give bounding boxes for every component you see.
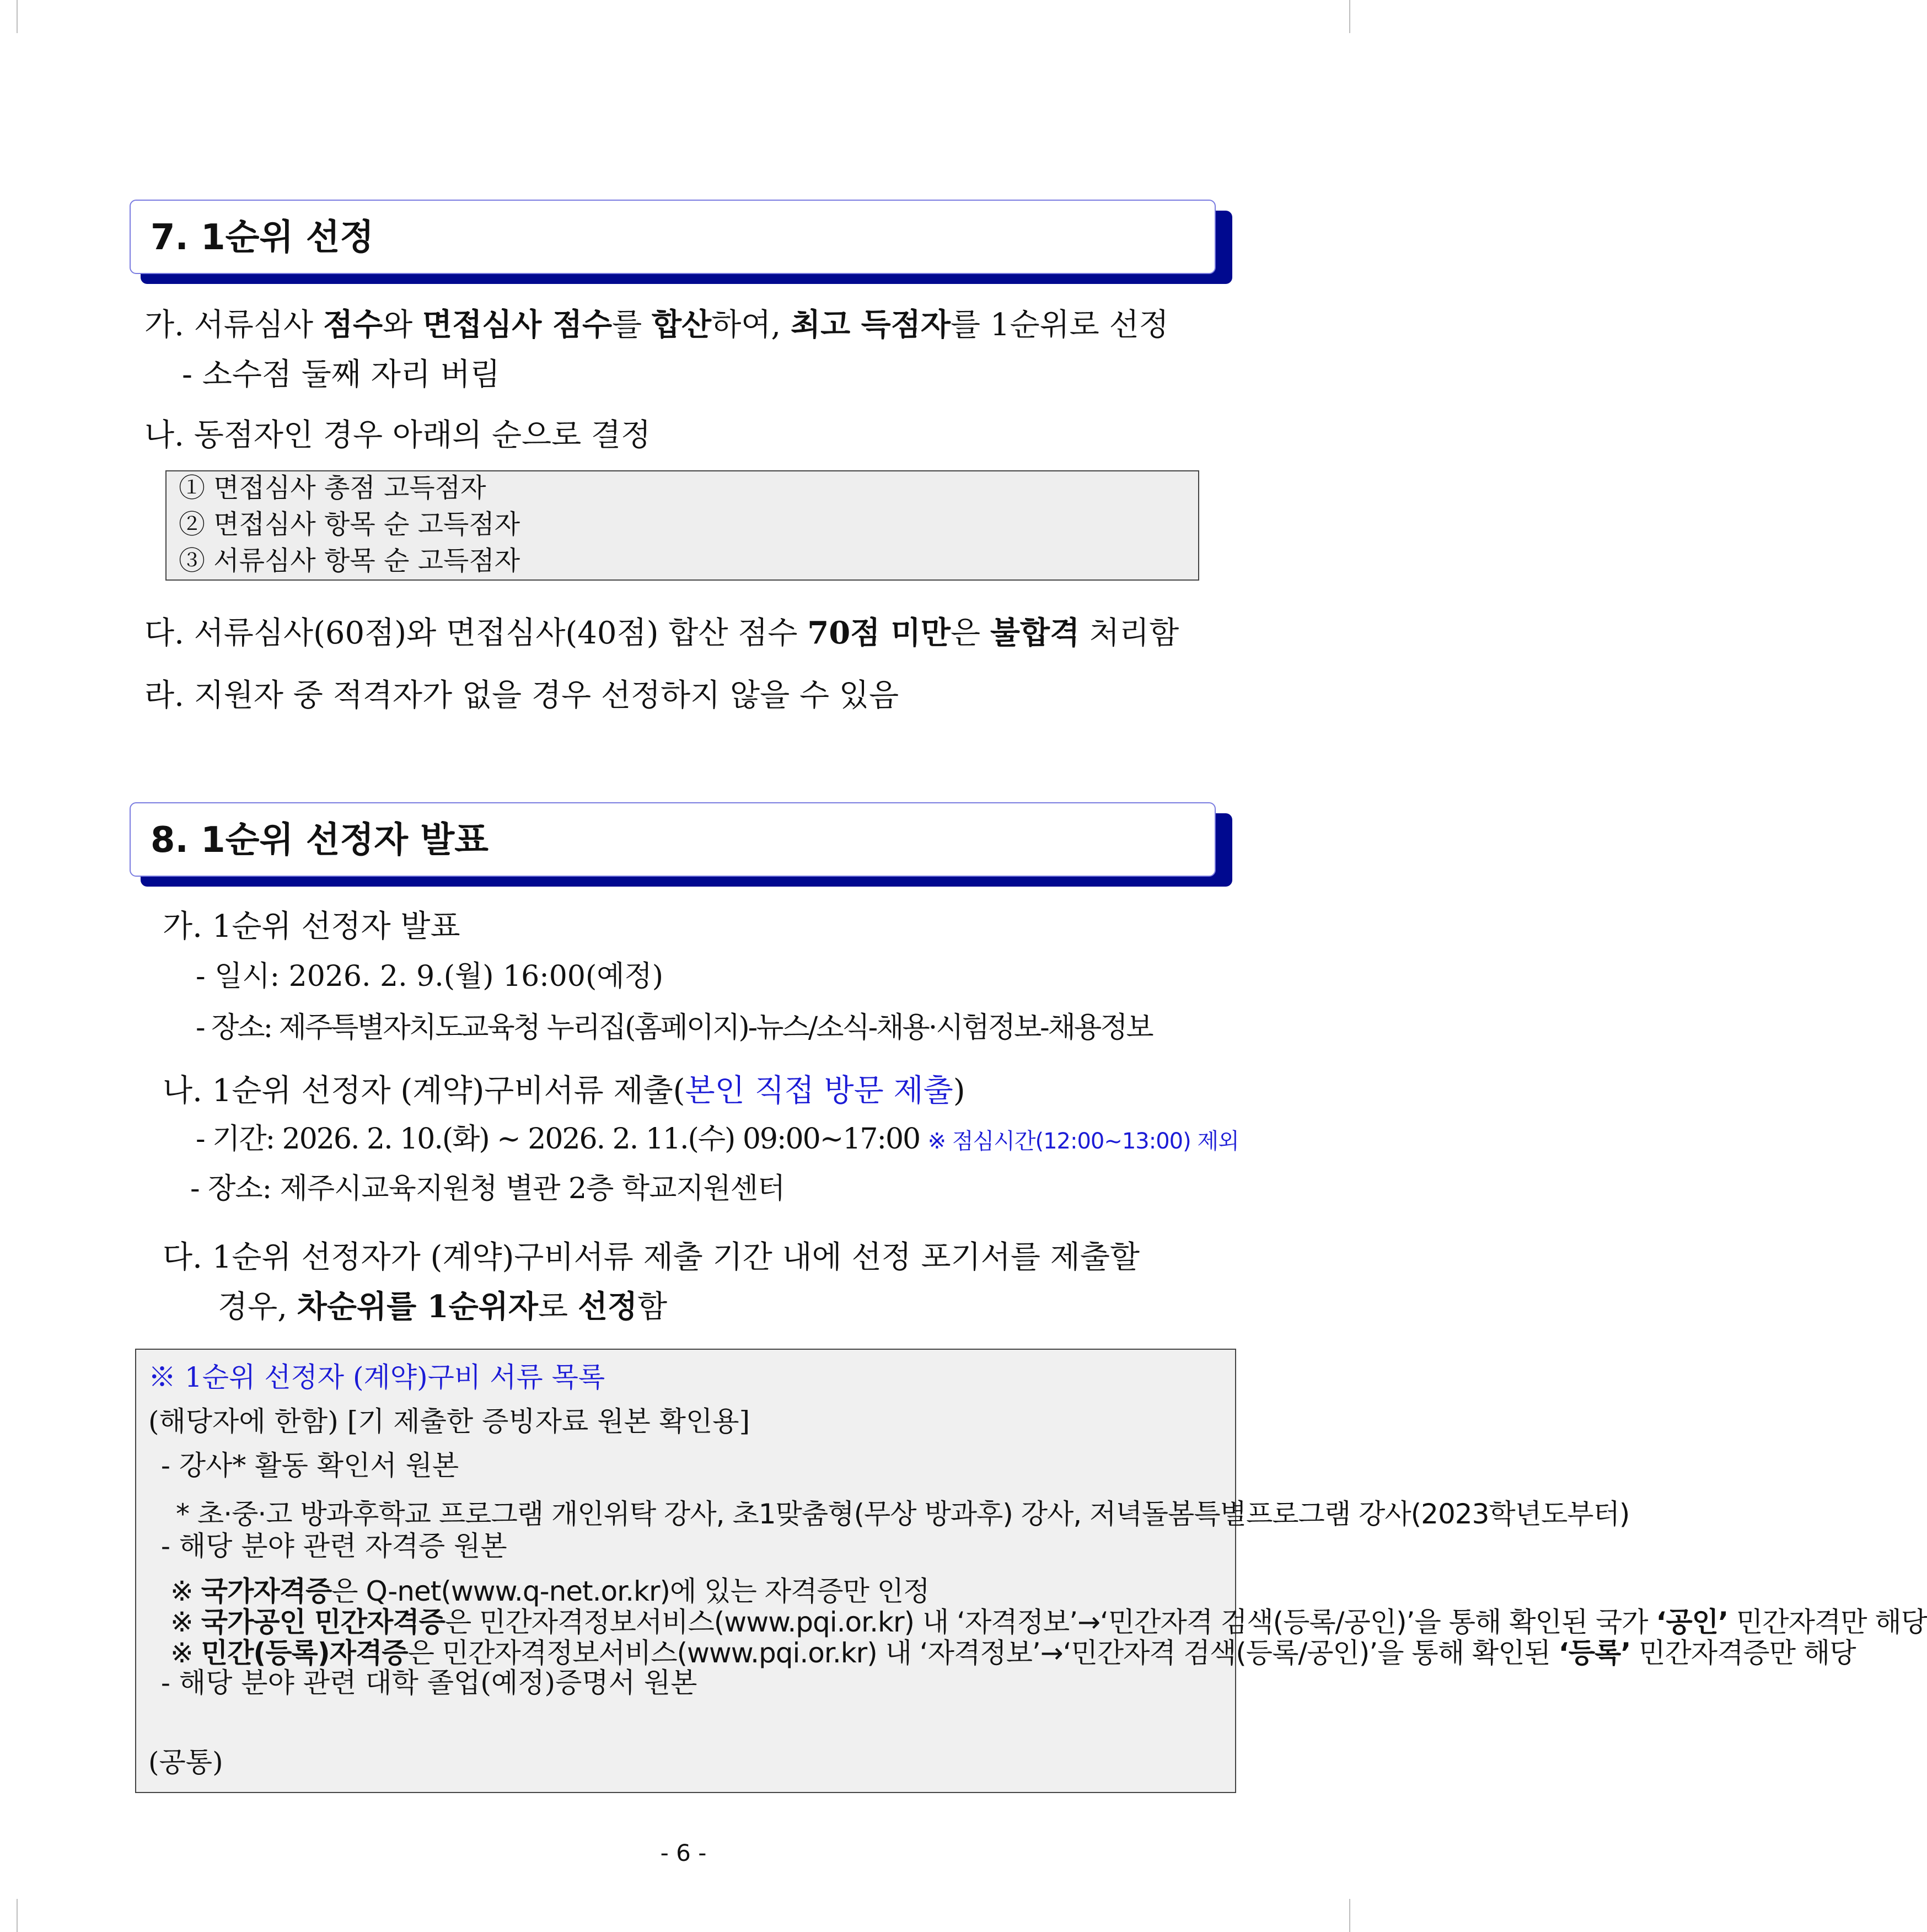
cert-note [170, 1575, 929, 1608]
announce-place: - 장소: 제주특별자치도교육청 누리집(홈페이지)-뉴스/소식-채용·시험정보-채용정보 [196, 1011, 1152, 1044]
doc-item-note: * 초·중·고 방과후학교 프로그램 개인위탁 강사, 초1맞춤형(무상 방과후) 강사, 저녁돌봄특별프로그램 강사(2023학년도부터) [176, 1498, 1630, 1530]
bold-text: 국가공인 민간자격증 [201, 1606, 445, 1638]
item-da [144, 615, 1179, 652]
bold-text: 최고 득점자 [790, 307, 951, 343]
bold-text: 차순위를 1순위자 [297, 1289, 538, 1325]
text: ) [953, 1073, 965, 1109]
text: 다. 서류심사(60점)와 면접심사(40점) 합산 점수 [144, 615, 808, 651]
doc-item: - 해당 분야 관련 자격증 원본 [161, 1530, 507, 1562]
text: ※ [170, 1637, 201, 1669]
highlight-text: 본인 직접 방문 제출 [685, 1073, 953, 1109]
text: 하여, [711, 307, 791, 343]
text: 은 Q-net(www.q-net.or.kr)에 있는 자격증만 인정 [331, 1575, 930, 1607]
item-na: 나. 동점자인 경우 아래의 순으로 결정 [144, 417, 651, 453]
bold-text: 불합격 [990, 615, 1080, 651]
bold-text: 70점 미만 [807, 615, 951, 651]
tie-break-box [165, 470, 1199, 581]
box-scope: (해당자에 한함) [기 제출한 증빙자료 원본 확인용] [148, 1405, 750, 1437]
bold-text: 합산 [651, 307, 712, 343]
text: 민간자격만 해당 [1728, 1606, 1927, 1638]
item-ga [144, 307, 1169, 344]
cert-note [170, 1636, 1856, 1670]
tie-rule: ③ 서류심사 항목 순 고득점자 [179, 545, 520, 576]
section-title: 8. 1순위 선정자 발표 [151, 820, 489, 861]
bold-text: 점수 [323, 307, 383, 343]
item-ra: 라. 지원자 중 적격자가 없을 경우 선정하지 않을 수 있음 [144, 678, 899, 713]
item-da-line1: 다. 1순위 선정자가 (계약)구비서류 제출 기간 내에 선정 포기서를 제출할 [163, 1239, 1140, 1275]
text: - 기간: 2026. 2. 10.(화) ~ 2026. 2. 11.(수) 09:00~17:00 [196, 1123, 920, 1156]
item-ga: 가. 1순위 선정자 발표 [163, 909, 460, 944]
text: 로 [538, 1289, 578, 1325]
text: 와 [383, 307, 422, 343]
bold-text: ‘등록’ [1558, 1637, 1631, 1669]
section-title: 7. 1순위 선정 [151, 217, 374, 258]
text: ※ [170, 1606, 201, 1638]
doc-item: - 해당 분야 관련 대학 졸업(예정)증명서 원본 [161, 1667, 697, 1699]
doc-item: - 강사* 활동 확인서 원본 [161, 1450, 459, 1482]
text: 경우, [218, 1289, 297, 1325]
common-label: (공통) [148, 1746, 223, 1778]
required-documents-box [135, 1349, 1927, 1793]
item-na [163, 1072, 965, 1109]
text: 가. 서류심사 [144, 307, 323, 343]
bold-text: 국가자격증 [201, 1575, 332, 1607]
bold-text: ‘공인’ [1656, 1606, 1729, 1638]
heading-box [130, 200, 1216, 274]
box-title: ※ 1순위 선정자 (계약)구비 서류 목록 [148, 1361, 605, 1393]
text: 처리함 [1080, 615, 1179, 651]
text: 은 민간자격정보서비스(www.pqi.or.kr) 내 ‘자격정보’→‘민간자격 검색(등록/공인)’을 통해 확인된 [407, 1637, 1559, 1669]
announce-date: - 일시: 2026. 2. 9.(월) 16:00(예정) [196, 960, 663, 993]
text: ※ [170, 1575, 201, 1607]
submit-place: - 장소: 제주시교육지원청 별관 2층 학교지원센터 [190, 1172, 785, 1205]
text: 은 민간자격정보서비스(www.pqi.or.kr) 내 ‘자격정보’→‘민간자격 검색(등록/공인)’을 통해 확인된 국가 [444, 1606, 1656, 1638]
tie-rule: ① 면접심사 총점 고득점자 [179, 473, 486, 503]
heading-box [130, 802, 1216, 877]
tie-rule: ② 면접심사 항목 순 고득점자 [179, 509, 520, 540]
cert-note [170, 1606, 1927, 1639]
text: 함 [637, 1289, 668, 1325]
crop-mark [0, 0, 18, 33]
item-da-line2 [218, 1289, 667, 1325]
crop-mark [1349, 0, 1367, 33]
section-8-heading [130, 802, 1216, 877]
bold-text: 민간(등록)자격증 [201, 1637, 408, 1669]
text: 나. 1순위 선정자 (계약)구비서류 제출( [163, 1073, 685, 1109]
text: 를 1순위로 선정 [950, 307, 1169, 343]
submit-period [196, 1122, 1239, 1156]
item-ga-sub: - 소수점 둘째 자리 버림 [182, 357, 500, 393]
bold-text: 면접심사 점수 [422, 307, 613, 343]
crop-mark [1349, 1899, 1367, 1932]
page-number: - 6 - [660, 1839, 707, 1866]
bold-text: 선정 [577, 1289, 638, 1325]
text: 민간자격증만 해당 [1630, 1637, 1856, 1669]
text: 를 [612, 307, 652, 343]
lunch-note: ※ 점심시간(12:00~13:00) 제외 [927, 1129, 1239, 1154]
text: 은 [950, 615, 990, 651]
section-7-heading [130, 200, 1216, 274]
crop-mark [0, 1899, 18, 1932]
